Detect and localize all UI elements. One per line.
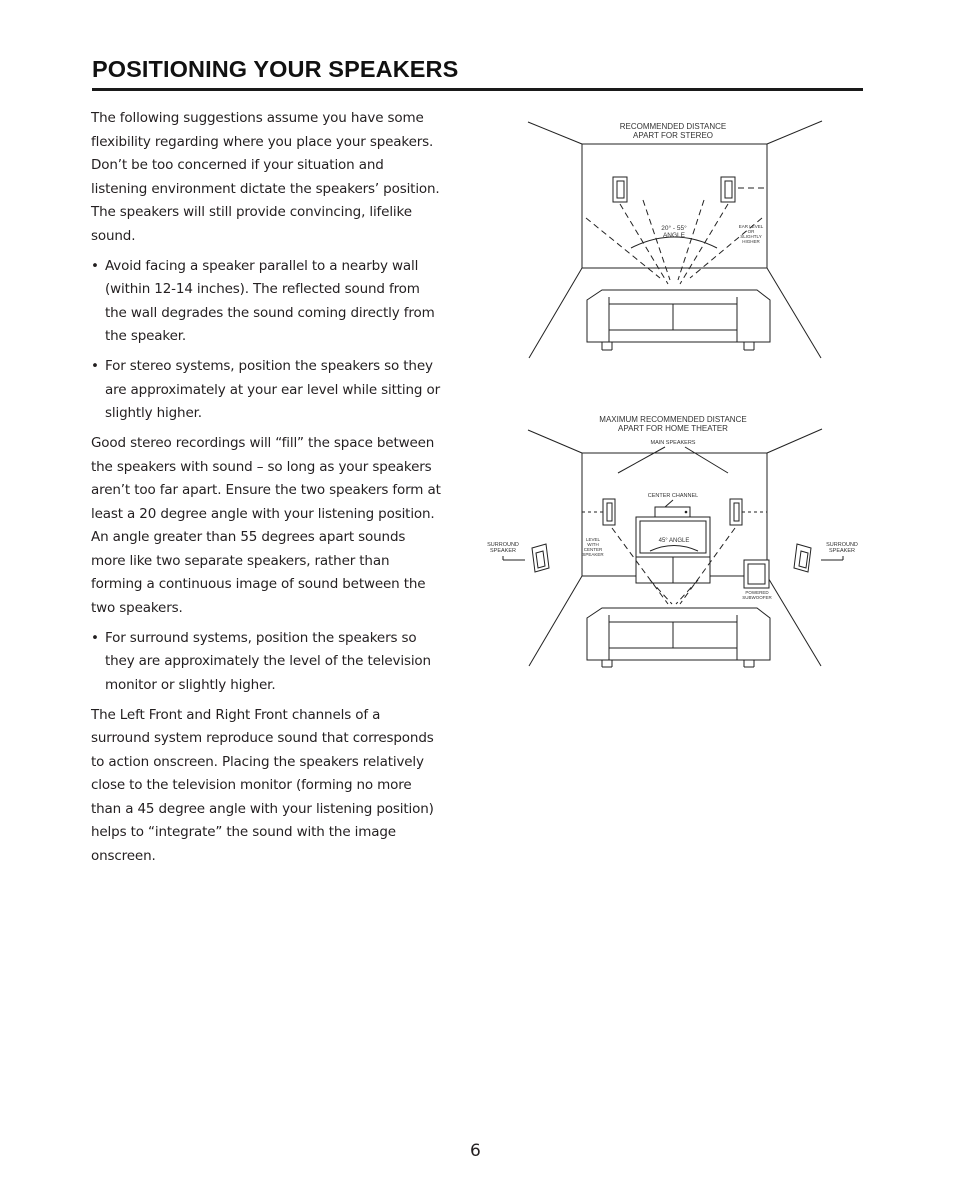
main-speakers-label: MAIN SPEAKERS [650, 440, 696, 446]
surround-right-line2: SPEAKER [829, 548, 855, 554]
center-channel-label: CENTER CHANNEL [647, 493, 699, 499]
page-number: 6 [470, 1141, 481, 1161]
ear-level-line4: HIGHER [742, 239, 760, 244]
ear-level-line2: OR [747, 229, 755, 234]
bullet-wall-distance: • Avoid facing a speaker parallel to a nearby wall (within 12-14 inches). The reflected sound from the wall degrades the sound coming directly from the speaker. [91, 255, 443, 349]
theater-title-line1: MAXIMUM RECOMMENDED DISTANCE [599, 415, 747, 424]
ear-level-line1: EAR LEVEL [738, 224, 764, 229]
stereo-angle-line2: ANGLE [662, 232, 686, 239]
level-with-center-line2: WITH [587, 542, 599, 547]
bullet-stereo-ear-level: • For stereo systems, position the speakers so they are approximately at your ear level while sitting or slightly higher. [91, 355, 443, 426]
stereo-angle-paragraph: Good stereo recordings will “fill” the space between the speakers with sound – so long as your speakers aren’t too far apart. Ensure the two speakers form at least a 20 degree angle with your listening position. An angle greater than 55 degrees apart sounds more like two separate speakers, rather than forming a continuous image of sound between the two speakers. [91, 435, 441, 616]
bullet-list-surround [91, 627, 443, 698]
front-channels-paragraph: The Left Front and Right Front channels of a surround system reproduce sound that corresponds to action onscreen. Placing the speakers relatively close to the television monitor (forming no more than a 45 degree angle with your listening position) helps to “integrate” the sound with the image onscreen. [91, 706, 434, 864]
theater-angle-label: 45° ANGLE [658, 538, 690, 544]
bullet-surround-level: • For surround systems, position the speakers so they are approximately the level of the television monitor or slightly higher. [91, 627, 443, 698]
surround-left-line1: SURROUND [487, 542, 519, 548]
level-with-center-line1: LEVEL [585, 537, 601, 542]
center-speaker-led [685, 511, 688, 514]
subwoofer-line1: POWERED [745, 590, 769, 595]
intro-paragraph: The following suggestions assume you have some flexibility regarding where you place your speakers. Don’t be too concerned if your situation and listening environment dictate the speakers’ position. The speakers will still provide convincing, lifelike sound. [91, 110, 440, 244]
surround-right-line1: SURROUND [826, 542, 858, 548]
body-text-column [91, 107, 443, 875]
stereo-title-line1: RECOMMENDED DISTANCE [619, 122, 727, 131]
home-theater-diagram [480, 408, 860, 674]
title-rule [92, 88, 863, 91]
surround-left-line2: SPEAKER [490, 548, 516, 554]
page-title: POSITIONING YOUR SPEAKERS [92, 56, 459, 82]
stereo-angle-line1: 20° - 55° [661, 225, 687, 232]
level-with-center-line4: SPEAKER [582, 552, 604, 557]
theater-title-line2: APART FOR HOME THEATER [618, 424, 728, 433]
bullet-list-placement [91, 255, 443, 426]
subwoofer-line2: SUBWOOFER [742, 595, 772, 600]
ear-level-line3: SLIGHTLY [740, 234, 762, 239]
stereo-diagram [520, 112, 832, 364]
stereo-title-line2: APART FOR STEREO [632, 131, 714, 140]
level-with-center-line3: CENTER [583, 547, 603, 552]
